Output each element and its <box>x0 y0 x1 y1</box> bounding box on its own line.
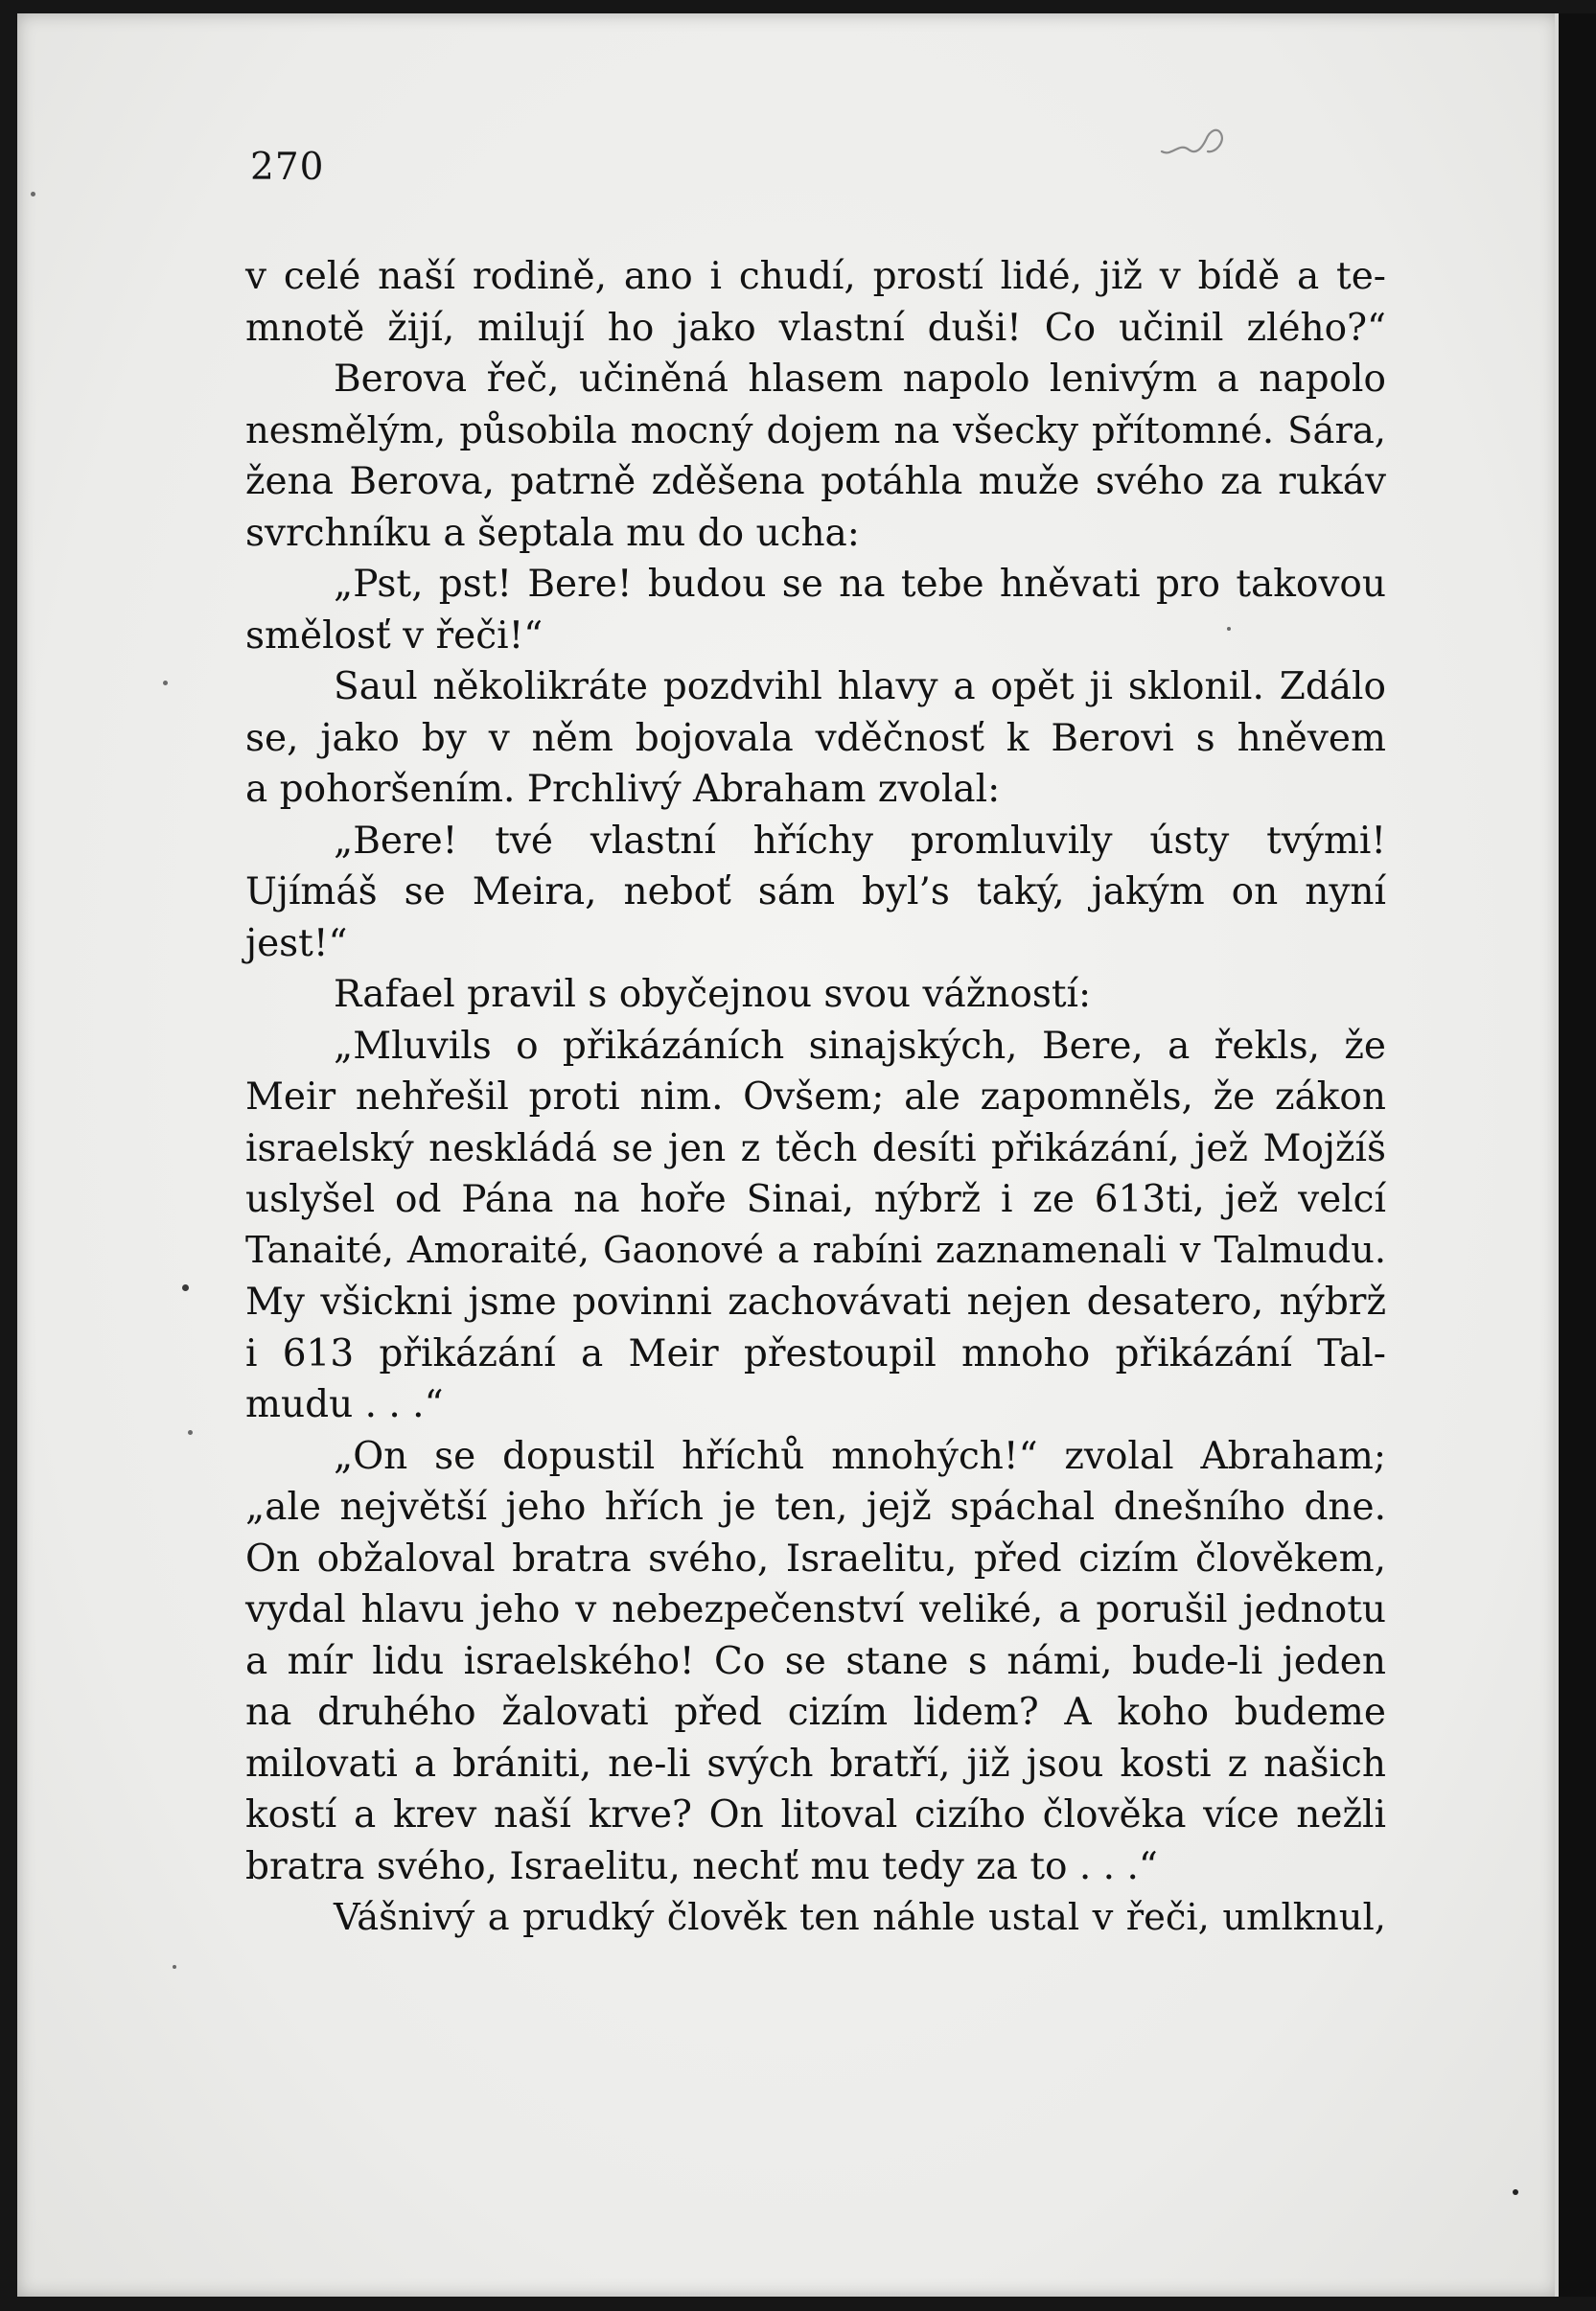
text-line: „ale největší jeho hřích je ten, jejž spáchal dnešního dne. <box>245 1486 1386 1529</box>
text-line: uslyšel od Pána na hoře Sinai, nýbrž i ze 613ti, jež velcí <box>245 1178 1386 1221</box>
text-line: Meir nehřešil proti nim. Ovšem; ale zapomněls, že zákon <box>245 1075 1386 1119</box>
text-line: mnotě žijí, milují ho jako vlastní duši! Co učinil zlého?“ <box>245 306 1386 350</box>
text-line: na druhého žalovati před cizím lidem? A koho budeme <box>245 1691 1386 1734</box>
text-line: v celé naší rodině, ano i chudí, prostí lidé, již v bídě a te- <box>245 255 1386 298</box>
text-line: Ujímáš se Meira, neboť sám byl’s taký, jakým on nyní <box>245 870 1386 913</box>
dust-speck <box>182 1284 189 1291</box>
dust-speck <box>1227 627 1231 631</box>
text-line: My všickni jsme povinni zachovávati nejen desatero, nýbrž <box>245 1281 1386 1324</box>
text-line: milovati a brániti, ne-li svých bratří, již jsou kosti z našich <box>245 1742 1386 1786</box>
text-line: Saul několikráte pozdvihl hlavy a opět ji sklonil. Zdálo <box>334 665 1386 708</box>
text-line: „Pst, pst! Bere! budou se na tebe hněvati pro takovou <box>334 563 1386 606</box>
text-line: Berova řeč, učiněná hlasem napolo lenivým a napolo <box>334 358 1386 401</box>
page-number: 270 <box>250 146 325 189</box>
text-line: „Bere! tvé vlastní hříchy promluvily ústy tvými! <box>334 819 1386 863</box>
text-line: „On se dopustil hříchů mnohých!“ zvolal Abraham; <box>334 1434 1386 1478</box>
text-line: jest!“ <box>245 921 348 965</box>
dust-speck <box>1513 2189 1518 2195</box>
text-line: vydal hlavu jeho v nebezpečenství veliké, a porušil jednotu <box>245 1588 1386 1631</box>
text-line: a mír lidu israelského! Co se stane s námi, bude-li jeden <box>245 1639 1386 1683</box>
dust-speck <box>173 1965 176 1969</box>
book-page <box>17 13 1559 2297</box>
text-line: bratra svého, Israelitu, nechť mu tedy za to . . .“ <box>245 1844 1158 1888</box>
text-line: Vášnivý a prudký člověk ten náhle ustal v řeči, umlknul, <box>334 1896 1386 1939</box>
text-line: žena Berova, patrně zděšena potáhla muže svého za rukáv <box>245 460 1386 503</box>
text-line: Tanaité, Amoraité, Gaonové a rabíni zaznamenali v Talmudu. <box>245 1229 1386 1272</box>
text-line: a pohoršením. Prchlivý Abraham zvolal: <box>245 768 1001 811</box>
body-text <box>245 251 1386 1944</box>
dust-speck <box>163 681 168 685</box>
text-line: svrchníku a šeptala mu do ucha: <box>245 511 860 555</box>
text-line: On obžaloval bratra svého, Israelitu, před cizím člověkem, <box>245 1537 1386 1581</box>
dust-speck <box>31 192 35 196</box>
text-line: nesmělým, působila mocný dojem na všecky přítomné. Sára, <box>245 408 1386 452</box>
text-line: Rafael pravil s obyčejnou svou vážností: <box>334 973 1092 1016</box>
text-line: „Mluvils o přikázáních sinajských, Bere, a řekls, že <box>334 1024 1386 1068</box>
text-line: kostí a krev naší krve? On litoval cizího člověka více nežli <box>245 1793 1386 1837</box>
text-line: se, jako by v něm bojovala vděčnosť k Berovi s hněvem <box>245 716 1386 760</box>
dust-speck <box>188 1430 193 1435</box>
text-line: smělosť v řeči!“ <box>245 613 544 658</box>
scan-border <box>1559 13 1596 2297</box>
text-line: i 613 přikázání a Meir přestoupil mnoho přikázání Tal- <box>245 1331 1386 1375</box>
pencil-mark-icon <box>1158 119 1244 167</box>
text-line: mudu . . .“ <box>245 1383 444 1426</box>
text-line: israelský neskládá se jen z těch desíti přikázání, jež Mojžíš <box>245 1126 1386 1170</box>
